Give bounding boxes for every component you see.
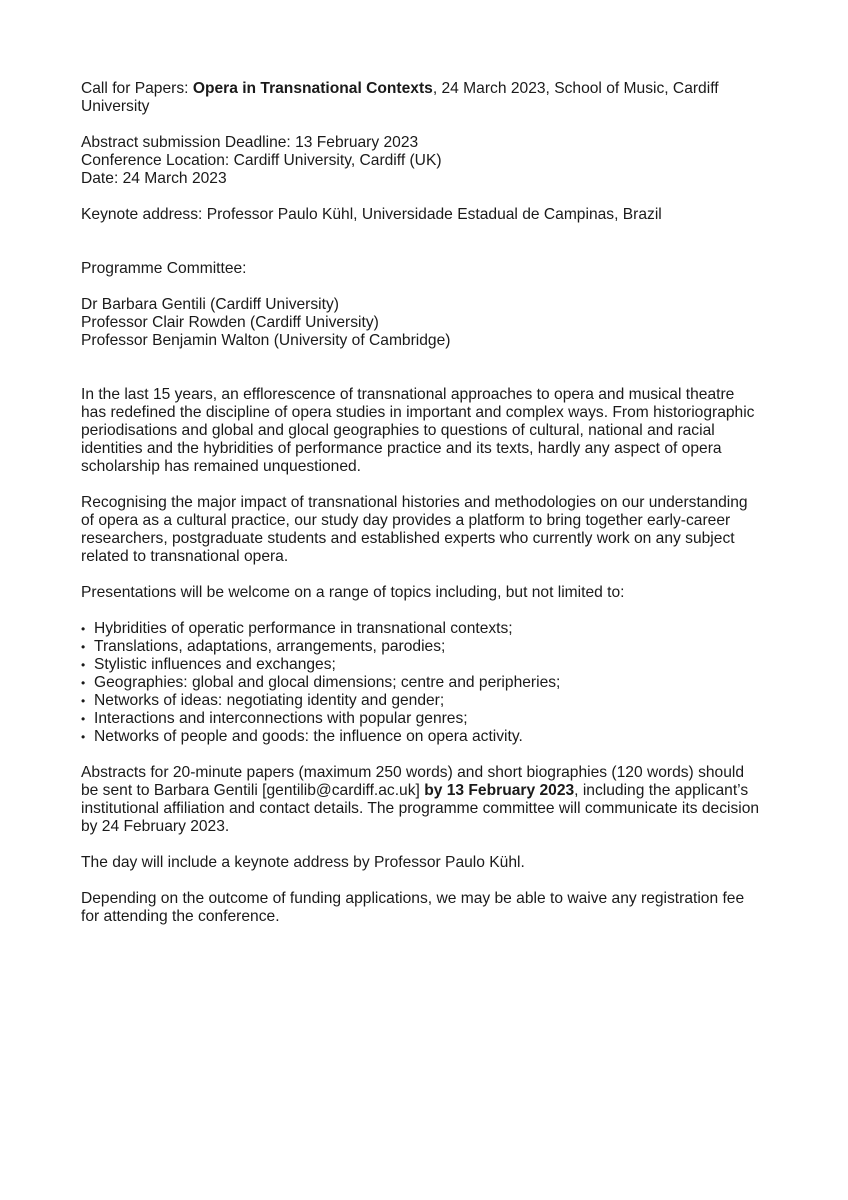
bullet-icon: •: [81, 640, 86, 654]
list-item: [81, 692, 761, 710]
cfp-heading: [81, 80, 761, 116]
abstracts-text-end: , including the applicant’s institutional affiliation and contact details. The programme committee will communicate its decision by 24 February 2023.: [81, 782, 760, 835]
list-item: [81, 620, 761, 638]
submission-deadline: by 13 February 2023: [424, 782, 575, 799]
topic-text: Hybridities of operatic performance in transnational contexts;: [94, 620, 513, 637]
keynote-line: Keynote address: Professor Paulo Kühl, Universidade Estadual de Campinas, Brazil: [81, 206, 662, 223]
abstracts-text: Abstracts for 20-minute papers (maximum 250 words) and short biographies (120 words) should be sent to Barbara Gentili [gentilib@cardiff.ac.uk]: [81, 764, 745, 799]
topic-text: Networks of ideas: negotiating identity and gender;: [94, 692, 445, 709]
list-item: [81, 638, 761, 656]
conference-title: Opera in Transnational Contexts: [192, 80, 433, 97]
topics-list: [81, 620, 761, 746]
topic-text: Geographies: global and glocal dimensions; centre and peripheries;: [94, 674, 561, 691]
funding-note: Depending on the outcome of funding applications, we may be able to waive any registration fee for attending the conference.: [81, 890, 745, 925]
committee-member: Professor Benjamin Walton (University of Cambridge): [81, 332, 451, 349]
committee-heading: Programme Committee:: [81, 260, 247, 277]
location-line: Conference Location: Cardiff University, Cardiff (UK): [81, 152, 442, 169]
bullet-icon: •: [81, 694, 86, 708]
committee-member: Dr Barbara Gentili (Cardiff University): [81, 296, 339, 313]
cfp-prefix: Call for Papers:: [81, 80, 193, 97]
list-item: [81, 674, 761, 692]
topics-intro: Presentations will be welcome on a range of topics including, but not limited to:: [81, 584, 625, 601]
purpose-paragraph: Recognising the major impact of transnational histories and methodologies on our understanding of opera as a cultural practice, our study day provides a platform to bring together early-career researchers, postgraduate students and established experts who currently work on any subject related to transnational opera.: [81, 494, 748, 565]
deadline-line: Abstract submission Deadline: 13 February 2023: [81, 134, 419, 151]
bullet-icon: •: [81, 658, 86, 672]
document-content: [81, 80, 761, 926]
date-line: Date: 24 March 2023: [81, 170, 227, 187]
bullet-icon: •: [81, 712, 86, 726]
abstracts-paragraph: [81, 764, 761, 836]
topic-text: Interactions and interconnections with popular genres;: [94, 710, 468, 727]
topic-text: Stylistic influences and exchanges;: [94, 656, 336, 673]
keynote-note: The day will include a keynote address by Professor Paulo Kühl.: [81, 854, 525, 871]
list-item: [81, 656, 761, 674]
bullet-icon: •: [81, 730, 86, 744]
bullet-icon: •: [81, 676, 86, 690]
list-item: [81, 728, 761, 746]
topic-text: Networks of people and goods: the influence on opera activity.: [94, 728, 523, 745]
cfp-suffix: , 24 March 2023, School of Music, Cardiff University: [81, 80, 719, 115]
bullet-icon: •: [81, 622, 86, 636]
intro-paragraph: In the last 15 years, an efflorescence of transnational approaches to opera and musical theatre has redefined the discipline of opera studies in important and complex ways. From historiographic periodisations and global and glocal geographies to questions of cultural, national and racial identities and the hybridities of performance practice and its texts, hardly any aspect of opera scholarship has remained unquestioned.: [81, 386, 755, 475]
list-item: [81, 710, 761, 728]
committee-member: Professor Clair Rowden (Cardiff University): [81, 314, 379, 331]
topic-text: Translations, adaptations, arrangements, parodies;: [94, 638, 446, 655]
